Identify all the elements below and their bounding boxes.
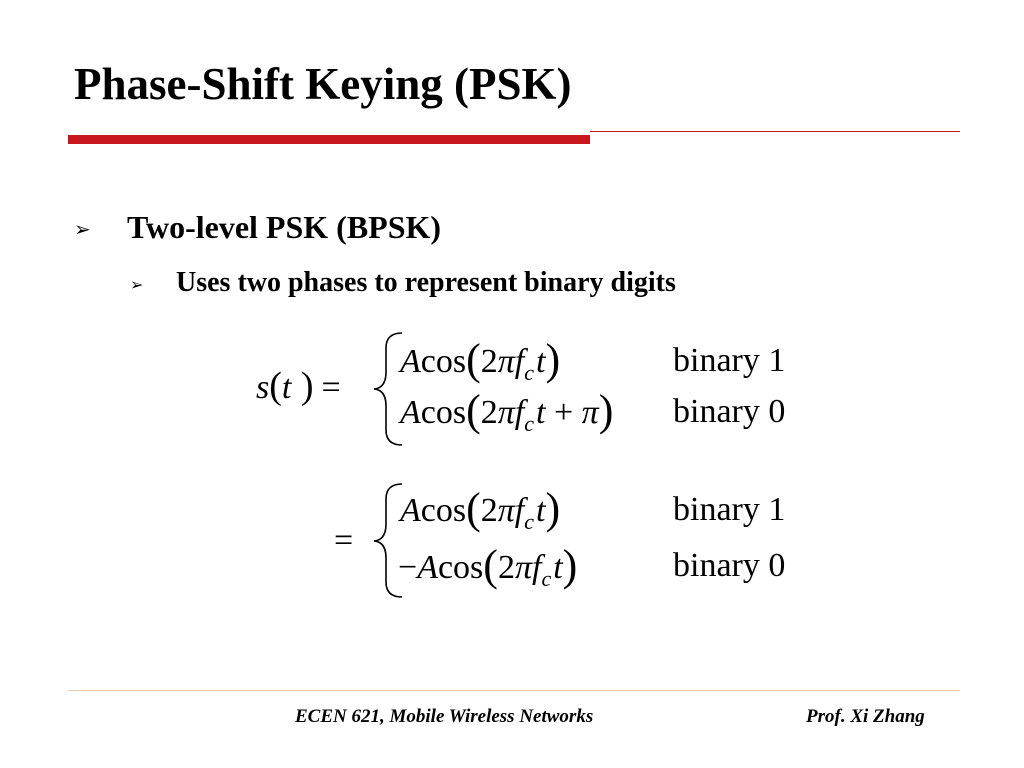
bullet-text-level1: Two-level PSK (BPSK) xyxy=(127,209,442,245)
equation-block-2 xyxy=(334,484,785,597)
bullet-text-level2: Uses two phases to represent binary digits xyxy=(176,267,676,298)
slide-title: Phase-Shift Keying (PSK) xyxy=(74,59,572,109)
equation-case-2: $Acos(2\pi f_ct + \pi)$ xyxy=(400,386,614,436)
equation-case-1: $Acos(2\pi f_ct)$ xyxy=(400,484,561,534)
equation-case-1: $Acos(2\pi f_ct)$ xyxy=(400,335,561,385)
case-label-binary-0: binary 0 xyxy=(673,393,786,430)
equation-case-2: $-Acos(2\pi f_ct)$ xyxy=(398,541,578,591)
footer-course: ECEN 621, Mobile Wireless Networks xyxy=(295,706,594,727)
equation-lhs: s(t ) = xyxy=(256,365,341,407)
left-brace xyxy=(374,333,402,445)
arrow-bullet-icon: ➢ xyxy=(130,277,144,294)
equals-sign: = xyxy=(334,522,354,559)
arrow-bullet-icon: ➢ xyxy=(74,219,91,241)
case-label-binary-1: binary 1 xyxy=(673,342,786,379)
case-label-binary-1: binary 1 xyxy=(673,491,786,528)
case-label-binary-0: binary 0 xyxy=(673,547,786,584)
footer-divider xyxy=(68,690,960,691)
equation-block-1 xyxy=(256,333,785,445)
footer-author: Prof. Xi Zhang xyxy=(806,706,925,727)
